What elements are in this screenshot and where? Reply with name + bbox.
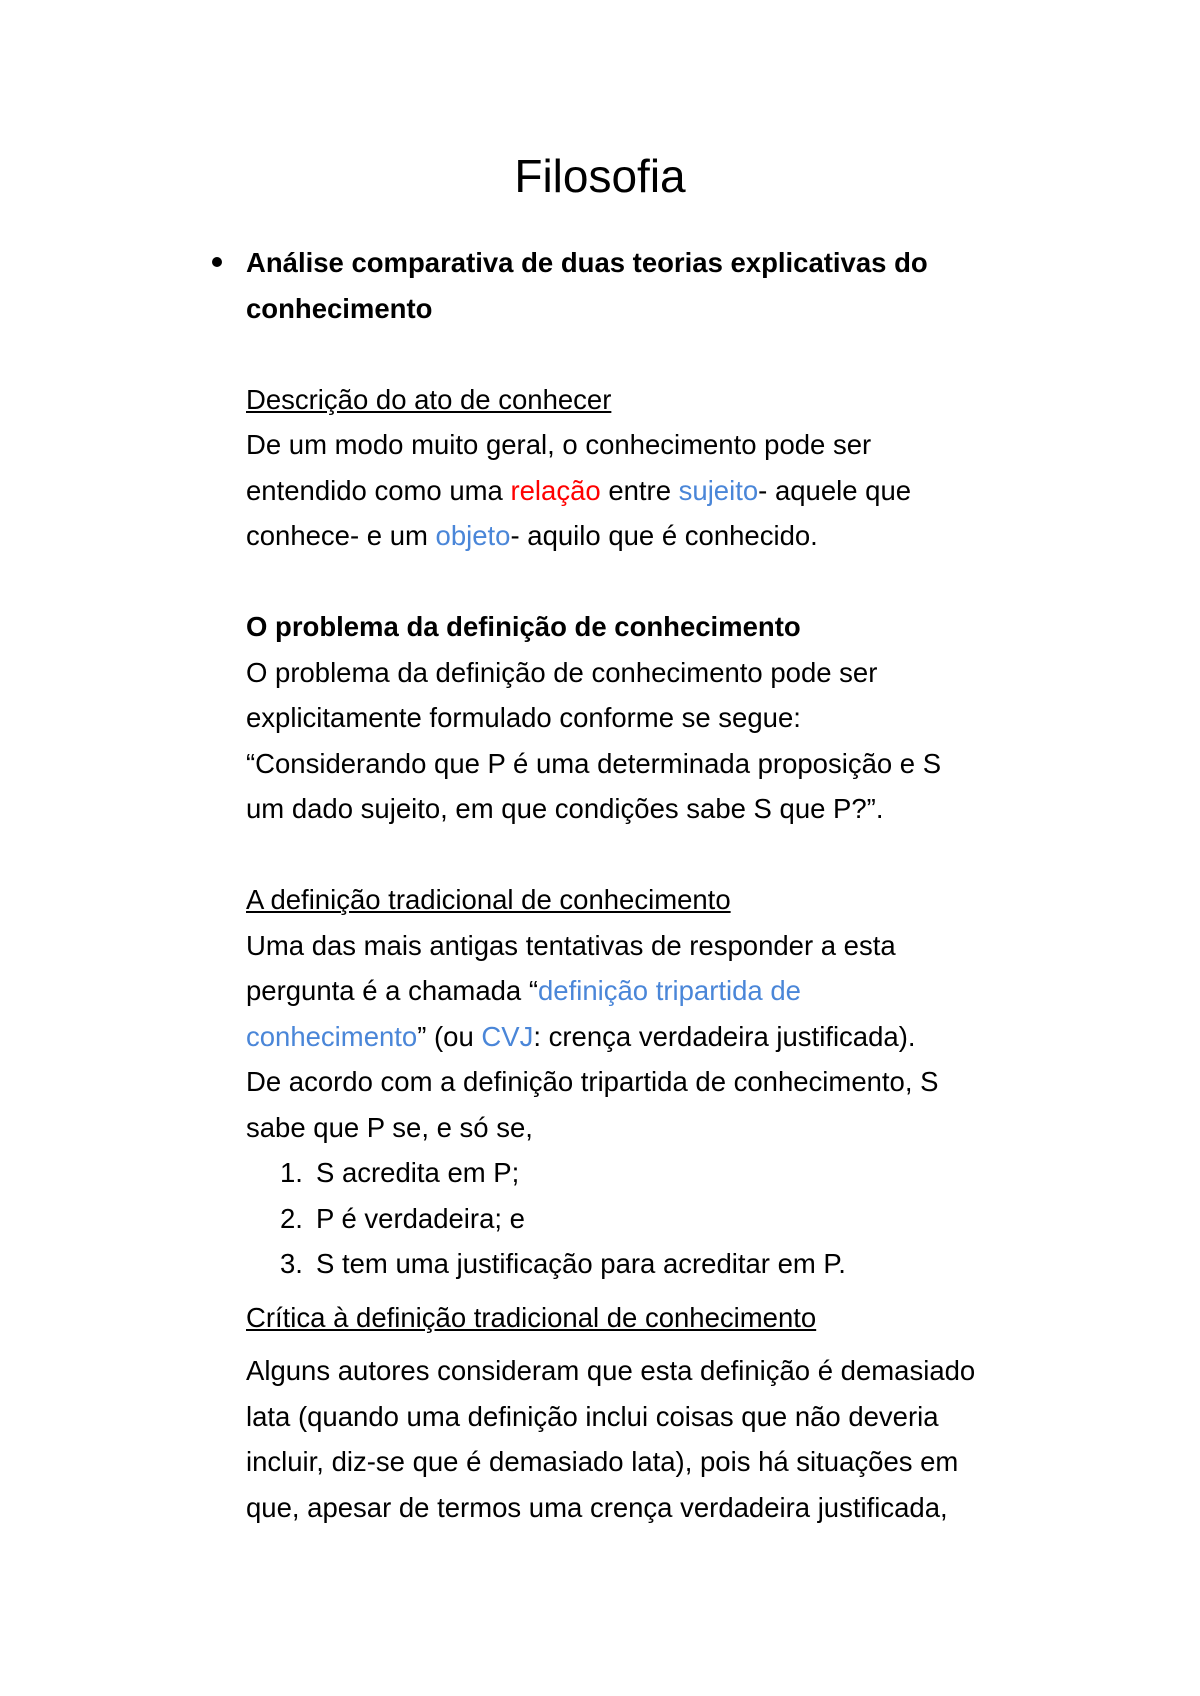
list-item: [246, 1196, 1046, 1242]
section-heading: O problema da definição de conhecimento: [246, 611, 801, 642]
list-item-text: P é verdadeira; e: [316, 1202, 525, 1234]
highlight-tripartite: conhecimento: [246, 1020, 418, 1052]
text-run: - aquele que: [758, 474, 912, 506]
text-run: conhece- e um: [246, 520, 436, 551]
list-item-text: S tem uma justificação para acreditar em P.: [316, 1248, 846, 1279]
list-number: 2.: [280, 1202, 303, 1234]
paragraph-line: O problema da definição de conhecimento pode ser: [246, 656, 878, 688]
spacer: [246, 331, 1046, 377]
list-item: [246, 1241, 1046, 1287]
list-number: 3.: [280, 1248, 303, 1279]
paragraph-line: De acordo com a definição tripartida de conhecimento, S: [246, 1066, 939, 1097]
section-traditional-definition: [246, 877, 1046, 1287]
paragraph-line: lata (quando uma definição inclui coisas que não deveria: [246, 1400, 939, 1432]
paragraph-line: [246, 468, 1046, 514]
bullet-dot-icon: [212, 257, 222, 267]
section-critique: [246, 1295, 1046, 1531]
section-heading: Descrição do ato de conhecer: [246, 383, 612, 415]
text-run: - aquilo que é conhecido.: [510, 520, 818, 551]
list-item: [246, 1150, 1046, 1196]
bullet-heading-line-2: conhecimento: [246, 292, 433, 324]
paragraph-line: [246, 1014, 1046, 1060]
text-run: entendido como uma: [246, 474, 511, 506]
paragraph-line: De um modo muito geral, o conhecimento pode ser: [246, 429, 872, 460]
paragraph-line: que, apesar de termos uma crença verdadeira justificada,: [246, 1491, 948, 1523]
spacer: [246, 1287, 1046, 1295]
bullet-heading-line-1: Análise comparativa de duas teorias explicativas do: [246, 247, 928, 278]
page-title: Filosofia: [514, 150, 686, 202]
list-item-text: S acredita em P;: [316, 1157, 520, 1188]
section-heading: A definição tradicional de conhecimento: [246, 884, 731, 915]
text-run: ” (ou: [417, 1020, 482, 1052]
highlight-tripartite: definição tripartida de: [538, 975, 801, 1006]
spacer: [246, 1340, 1046, 1348]
highlight-objeto: objeto: [435, 520, 511, 551]
text-run: entre: [600, 474, 679, 506]
paragraph-line: um dado sujeito, em que condições sabe S que P?”.: [246, 793, 884, 824]
section-act-of-knowing: [246, 377, 1046, 559]
section-definition-problem: [246, 604, 1046, 832]
text-run: pergunta é a chamada “: [246, 975, 538, 1006]
section-heading: Crítica à definição tradicional de conhecimento: [246, 1301, 817, 1333]
list-number: 1.: [280, 1157, 303, 1188]
text-run: : crença verdadeira justificada).: [533, 1020, 916, 1052]
paragraph-line: explicitamente formulado conforme se segue:: [246, 702, 801, 733]
highlight-relacao: relação: [510, 474, 601, 506]
paragraph-line: [246, 513, 1046, 559]
spacer: [246, 832, 1046, 878]
paragraph-line: Alguns autores consideram que esta definição é demasiado: [246, 1355, 976, 1386]
paragraph-line: sabe que P se, e só se,: [246, 1111, 533, 1143]
bullet-item: [246, 240, 1046, 331]
paragraph-line: Uma das mais antigas tentativas de responder a esta: [246, 929, 896, 961]
conditions-list: [246, 1150, 1046, 1287]
paragraph-line: incluir, diz-se que é demasiado lata), pois há situações em: [246, 1446, 959, 1477]
document-body: [246, 240, 1046, 1530]
highlight-sujeito: sujeito: [678, 474, 759, 506]
paragraph-line: [246, 968, 1046, 1014]
spacer: [246, 559, 1046, 605]
highlight-cvj: CVJ: [481, 1020, 534, 1052]
paragraph-line: “Considerando que P é uma determinada proposição e S: [246, 747, 942, 779]
